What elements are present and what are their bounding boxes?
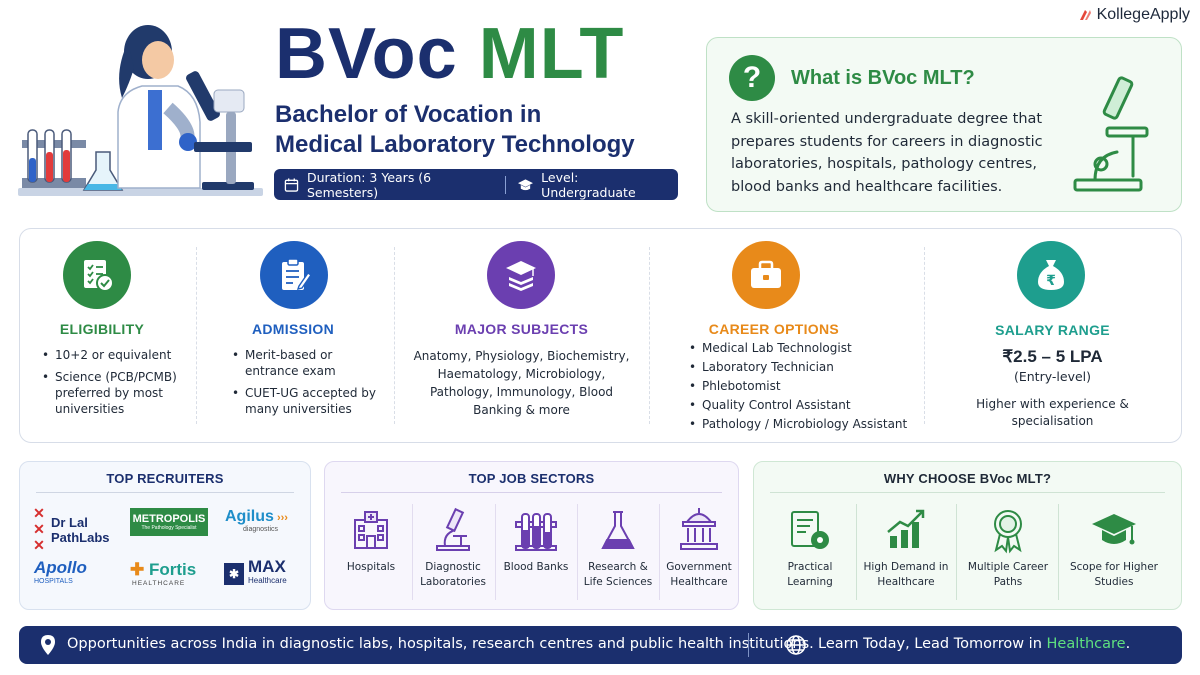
kollegeapply-icon <box>1077 7 1093 23</box>
pill-divider <box>505 176 506 194</box>
microscope-icon <box>1071 72 1161 197</box>
agilus-logo <box>225 508 288 533</box>
footer-highlight: Healthcare <box>1046 636 1126 652</box>
sector-label: Research & Life Sciences <box>583 561 653 588</box>
metropolis-logo <box>130 508 208 536</box>
footer-right-text <box>818 636 1130 652</box>
logo-tagline: HOSPITALS <box>34 578 73 585</box>
item-divider <box>1058 504 1059 600</box>
sector-label: Government Healthcare <box>666 561 732 588</box>
graduation-cap-icon <box>518 177 533 193</box>
sector-label: Diagnostic Laboratories <box>420 561 486 588</box>
heading-rule <box>36 492 294 493</box>
hospital-icon <box>347 506 395 554</box>
list-item: • Medical Lab Technologist <box>689 340 929 356</box>
subtitle-line-2: Medical Laboratory Technology <box>275 131 635 158</box>
sector-label: Hospitals <box>346 561 396 573</box>
microscope-icon <box>429 506 477 554</box>
max-healthcare-logo <box>224 557 287 588</box>
list-item: • Science (PCB/PCMB) preferred by most universities <box>42 369 192 417</box>
recruiters-heading: TOP RECRUITERS <box>106 471 224 486</box>
subjects-heading: MAJOR SUBJECTS <box>454 321 589 337</box>
footer-tagline: Learn Today, Lead Tomorrow in <box>818 636 1047 652</box>
title-bvoc: BVoc <box>275 14 458 94</box>
flask-icon <box>594 506 642 554</box>
logo-text: MAX <box>248 557 286 576</box>
sectors-heading: TOP JOB SECTORS <box>468 471 595 486</box>
logo-text: Apollo <box>34 558 87 577</box>
svg-text:₹: ₹ <box>1046 273 1056 289</box>
heading-rule <box>770 492 1165 493</box>
footer-period: . <box>1125 636 1131 652</box>
sector-blood-banks <box>496 506 576 606</box>
sector-label: Blood Banks <box>503 561 569 573</box>
logo-tagline: diagnostics <box>243 526 279 533</box>
briefcase-icon <box>732 241 800 309</box>
logo-text: Fortis <box>148 560 197 579</box>
list-item: • Pathology / Microbiology Assistant <box>689 416 929 432</box>
logo-text: Dr Lal <box>51 515 88 530</box>
subtitle-line-1: Bachelor of Vocation in <box>275 101 542 128</box>
admission-list <box>232 347 382 423</box>
why-practical <box>764 506 856 606</box>
dr-lal-pathlabs-logo <box>32 506 110 554</box>
list-item: • 10+2 or equivalent <box>42 347 192 363</box>
scientist-illustration <box>18 12 263 207</box>
books-cap-icon <box>487 241 555 309</box>
location-pin-icon <box>37 634 59 656</box>
footer-banner <box>19 626 1182 664</box>
fortis-mark-icon: ✚ <box>130 560 149 579</box>
logo-text: PathLabs <box>51 530 110 545</box>
why-multiple-paths <box>960 506 1056 606</box>
sector-diagnostic-labs <box>413 506 493 606</box>
eligibility-list <box>42 347 192 423</box>
list-item: • CUET-UG accepted by many universities <box>232 385 382 417</box>
logo-tagline: HEALTHCARE <box>132 580 186 587</box>
item-divider <box>856 504 857 600</box>
what-heading: What is BVoc MLT? <box>791 67 975 89</box>
page-subtitle <box>275 100 635 160</box>
hero-title-block <box>275 14 635 160</box>
title-mlt: MLT <box>478 14 625 94</box>
list-item: • Merit-based or entrance exam <box>232 347 382 379</box>
why-label: Scope for Higher Studies <box>1069 561 1158 588</box>
list-item: • Laboratory Technician <box>689 359 929 375</box>
sector-hospitals <box>331 506 411 606</box>
admission-heading: ADMISSION <box>251 321 335 337</box>
clipboard-pen-icon <box>260 241 328 309</box>
level-text: Level: Undergraduate <box>541 169 636 200</box>
max-star-icon: ✱ <box>224 563 244 585</box>
why-high-demand <box>860 506 952 606</box>
agilus-arrows-icon: ››› <box>273 512 288 524</box>
what-is-card <box>706 37 1182 212</box>
overview-panel <box>19 228 1182 443</box>
apollo-logo <box>34 558 87 585</box>
award-badge-icon <box>984 506 1032 554</box>
fortis-logo <box>130 560 196 587</box>
list-item: • Phlebotomist <box>689 378 929 394</box>
admission-column <box>196 229 394 442</box>
what-description: A skill-oriented undergraduate degree that prepares students for careers in diagnostic laboratories, hospitals, pathology centres, blood banks and healthcare facilities. <box>731 111 1043 195</box>
course-info-pill <box>274 169 678 200</box>
globe-icon <box>785 634 807 656</box>
top-recruiters-card <box>19 461 311 610</box>
subjects-text: Anatomy, Physiology, Biochemistry, Haematology, Microbiology, Pathology, Immunology, Blood Banking & more <box>413 349 630 417</box>
logo-tagline: Healthcare <box>248 576 287 585</box>
list-item: • Quality Control Assistant <box>689 397 929 413</box>
salary-note: Higher with experience & specialisation <box>976 397 1129 428</box>
dr-lal-mark-icon: ✕✕✕ <box>32 506 48 554</box>
money-bag-icon <box>1017 241 1085 309</box>
growth-chart-icon <box>882 506 930 554</box>
practical-learning-icon <box>786 506 834 554</box>
graduation-cap-icon <box>1090 506 1138 554</box>
government-building-icon <box>675 506 723 554</box>
why-heading: WHY CHOOSE BVoc MLT? <box>883 471 1052 486</box>
duration-text: Duration: 3 Years (6 Semesters) <box>306 169 432 200</box>
sector-government <box>660 506 738 606</box>
salary-heading: SALARY RANGE <box>995 322 1110 338</box>
salary-qualifier: (Entry-level) <box>1013 369 1092 384</box>
page-title <box>275 14 635 94</box>
logo-text: Agilus <box>225 508 274 525</box>
why-higher-studies <box>1064 506 1164 606</box>
eligibility-heading: ELIGIBILITY <box>59 321 145 337</box>
logo-text: METROPOLIS <box>132 513 206 525</box>
question-icon: ? <box>729 55 775 101</box>
test-tubes-icon <box>512 506 560 554</box>
salary-column <box>924 229 1181 442</box>
why-label: High Demand in Healthcare <box>863 561 949 588</box>
why-label: Multiple Career Paths <box>967 561 1049 588</box>
top-job-sectors-card <box>324 461 739 610</box>
careers-list <box>689 340 929 435</box>
careers-heading: CAREER OPTIONS <box>708 321 839 337</box>
heading-rule <box>341 492 722 493</box>
footer-left-text: Opportunities across India in diagnostic labs, hospitals, research centres and public health institutions. <box>67 636 814 652</box>
careers-column <box>649 229 924 442</box>
footer-divider <box>748 633 749 657</box>
sector-research <box>578 506 658 606</box>
logo-tagline: The Pathology Specialist <box>141 525 197 531</box>
brand-name: KollegeApply <box>1096 6 1190 23</box>
calendar-icon <box>284 177 299 193</box>
brand-logo <box>1077 6 1190 24</box>
salary-range: ₹2.5 – 5 LPA <box>1002 347 1103 366</box>
why-choose-card <box>753 461 1182 610</box>
why-label: Practical Learning <box>787 561 833 588</box>
item-divider <box>956 504 957 600</box>
eligibility-column <box>20 229 196 442</box>
checklist-icon <box>63 241 131 309</box>
